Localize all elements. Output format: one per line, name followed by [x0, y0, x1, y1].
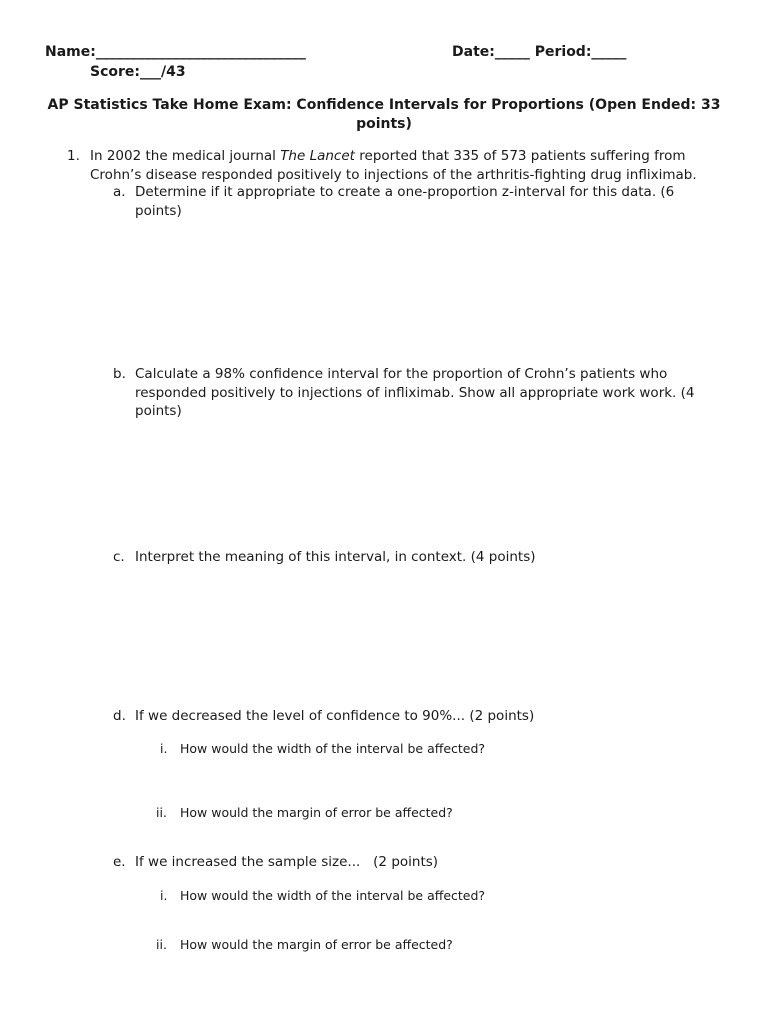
part-d-ii-label: ii. — [156, 805, 167, 820]
part-e-label: e. — [113, 854, 126, 870]
part-d-i-text: How would the width of the interval be affected? — [180, 741, 486, 756]
part-d-text: If we decreased the level of confidence to 90%... (2 points) — [135, 708, 535, 724]
score-label: Score:___/43 — [90, 64, 186, 80]
part-d-label: d. — [113, 708, 126, 724]
part-c-label: c. — [113, 549, 125, 565]
part-b-label: b. — [113, 366, 126, 382]
part-b-text: Calculate a 98% confidence interval for the proportion of Crohn’s patients who responded positively to injections of infliximab. Show all appropriate work work. (4 points) — [135, 366, 695, 419]
question-number: 1. — [67, 148, 80, 164]
date-period-label: Date:_____ Period:_____ — [452, 44, 627, 60]
part-d-i-label: i. — [160, 741, 168, 756]
question-1-text — [90, 147, 730, 184]
part-e-ii-text: How would the margin of error be affected? — [180, 937, 453, 952]
journal-name: The Lancet — [280, 148, 355, 164]
part-e-i-label: i. — [160, 888, 168, 903]
part-e-i-text: How would the width of the interval be affected? — [180, 888, 486, 903]
question-text-start: In 2002 the medical journal — [90, 148, 281, 164]
part-a-label: a. — [113, 184, 126, 200]
exam-title: AP Statistics Take Home Exam: Confidence Intervals for Proportions (Open Ended: 33 points) — [47, 97, 721, 132]
part-c-text: Interpret the meaning of this interval, in context. (4 points) — [135, 549, 536, 565]
part-e-text: If we increased the sample size... (2 points) — [135, 854, 439, 870]
question-text-end: reported that 335 of 573 patients suffering from Crohn’s disease responded positively to injections of the arthritis-fighting drug infliximab. — [90, 148, 697, 183]
name-field-label: Name:______________________________ — [45, 44, 306, 60]
part-d-ii-text: How would the margin of error be affected? — [180, 805, 453, 820]
part-e-ii-label: ii. — [156, 937, 167, 952]
part-a-text: Determine if it appropriate to create a one-proportion z-interval for this data. (6 points) — [135, 184, 675, 219]
